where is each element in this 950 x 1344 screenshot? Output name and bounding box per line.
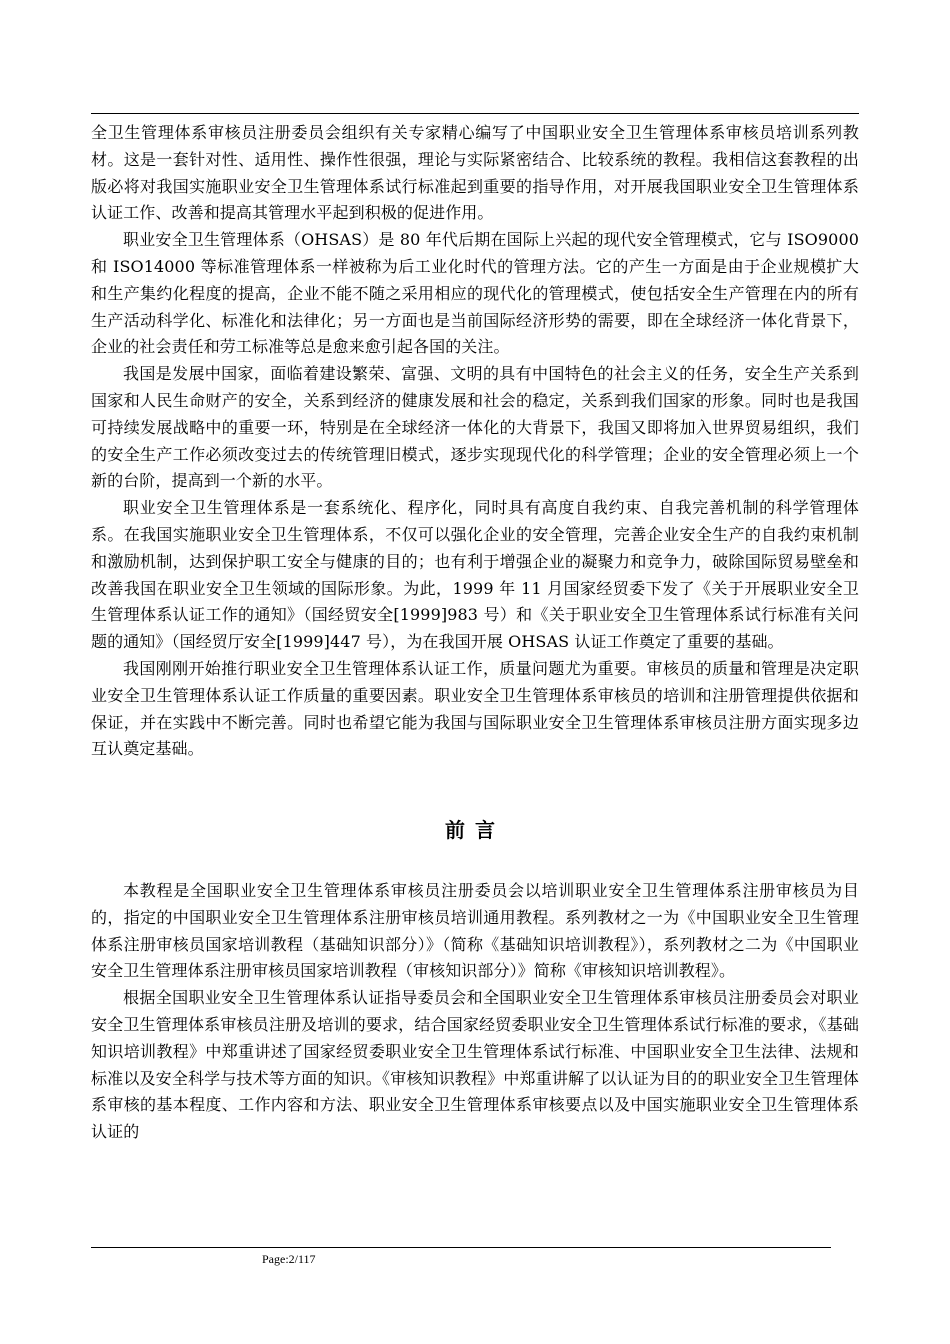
paragraph: 根据全国职业安全卫生管理体系认证指导委员会和全国职业安全卫生管理体系审核员注册委员会对职业安全卫生管理体系审核员注册及培训的要求，结合国家经贸委职业安全卫生管理体系试行标准的要求，《基础知识培训教程》中郑重讲述了国家经贸委职业安全卫生管理体系试行标准、中国职业安全卫生法律、法规和标准以及安全科学与技术等方面的知识。《审核知识教程》中郑重讲解了以认证为目的的职业安全卫生管理体系审核的基本程度、工作内容和方法、职业安全卫生管理体系审核要点以及中国实施职业安全卫生管理体系认证的 xyxy=(91,988,859,1142)
document-body xyxy=(91,120,859,1146)
paragraph: 职业安全卫生管理体系（OHSAS）是 80 年代后期在国际上兴起的现代安全管理模式，它与 ISO9000 和 ISO14000 等标准管理体系一样被称为后工业化时代的管理方法。它的产生一方面是由于企业规模扩大和生产集约化程度的提高，企业不能不随之采用相应的现代化的管理模式，使包括安全生产管理在内的所有生产活动科学化、标准化和法律化；另一方面也是当前国际经济形势的需要，即在全球经济一体化背景下，企业的社会责任和劳工标准等总是愈来愈引起各国的关注。 xyxy=(91,230,859,357)
paragraph: 本教程是全国职业安全卫生管理体系审核员注册委员会以培训职业安全卫生管理体系注册审核员为目的，指定的中国职业安全卫生管理体系注册审核员培训通用教程。系列教材之一为《中国职业安全卫生管理体系注册审核员国家培训教程（基础知识部分）》（简称《基础知识培训教程》），系列教材之二为《中国职业安全卫生管理体系注册审核员国家培训教程（审核知识部分）》简称《审核知识培训教程》。 xyxy=(91,880,859,981)
header-rule xyxy=(91,113,859,114)
paragraph: 我国是发展中国家，面临着建设繁荣、富强、文明的具有中国特色的社会主义的任务，安全生产关系到国家和人民生命财产的安全，关系到经济的健康发展和社会的稳定，关系到我们国家的形象。同时也是我国可持续发展战略中的重要一环，特别是在全球经济一体化的大背景下，我国又即将加入世界贸易组织，我们的安全生产工作必须改变过去的传统管理旧模式，逐步实现现代化的科学管理；企业的安全管理必须上一个新的台阶，提高到一个新的水平。 xyxy=(91,364,859,491)
section-heading: 前言 xyxy=(445,818,505,843)
paragraph: 职业安全卫生管理体系是一套系统化、程序化，同时具有高度自我约束、自我完善机制的科学管理体系。在我国实施职业安全卫生管理体系，不仅可以强化企业的安全管理，完善企业安全生产的自我约束机制和激励机制，达到保护职工安全与健康的目的；也有利于增强企业的凝聚力和竞争力，破除国际贸易壁垒和改善我国在职业安全卫生领域的国际形象。为此，1999 年 11 月国家经贸委下发了《关于开展职业安全卫生管理体系认证工作的通知》（国经贸安全[1999]983 号）和《关于职业安全卫生管理体系试行标准有关问题的通知》（国经贸厅安全[1999]447 号），为在我国开展 OHSAS 认证工作奠定了重要的基础。 xyxy=(91,498,859,652)
paragraph: 我国刚刚开始推行职业安全卫生管理体系认证工作，质量问题尤为重要。审核员的质量和管理是决定职业安全卫生管理体系认证工作质量的重要因素。职业安全卫生管理体系审核员的培训和注册管理提供依据和保证，并在实践中不断完善。同时也希望它能为我国与国际职业安全卫生管理体系审核员注册方面实现多边互认奠定基础。 xyxy=(91,658,859,759)
footer-rule xyxy=(91,1247,831,1248)
paragraph: 全卫生管理体系审核员注册委员会组织有关专家精心编写了中国职业安全卫生管理体系审核员培训系列教材。这是一套针对性、适用性、操作性很强，理论与实际紧密结合、比较系统的教程。我相信这套教程的出版必将对我国实施职业安全卫生管理体系试行标准起到重要的指导作用，对开展我国职业安全卫生管理体系认证工作、改善和提高其管理水平起到积极的促进作用。 xyxy=(91,123,859,223)
page-number: Page:2/117 xyxy=(262,1252,316,1266)
